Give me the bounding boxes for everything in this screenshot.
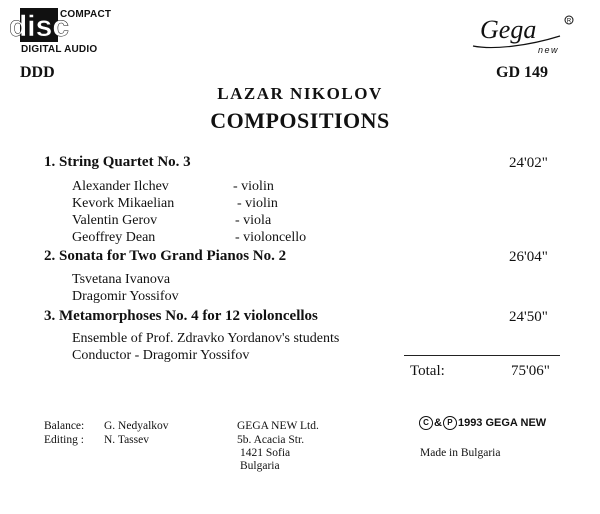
copyright-p-icon: P <box>443 416 457 430</box>
track-3-performer: Ensemble of Prof. Zdravko Yordanov's students <box>72 331 340 346</box>
copyright-notice <box>419 416 546 430</box>
address-line: GEGA NEW Ltd. <box>237 420 319 432</box>
address-line: 1421 Sofia <box>240 447 291 459</box>
track-1-role: - viola <box>235 213 272 228</box>
balance-name: G. Nedyalkov <box>104 420 169 432</box>
balance-label: Balance: <box>44 420 85 432</box>
track-2-duration: 26'04" <box>509 249 548 265</box>
ddd-code: DDD <box>20 64 55 81</box>
album-title: COMPOSITIONS <box>210 108 390 133</box>
cd-logo-digital-audio: DIGITAL AUDIO <box>21 44 98 55</box>
track-2-performer: Dragomir Yossifov <box>72 289 179 304</box>
made-in: Made in Bulgaria <box>420 447 501 459</box>
track-2-title: 2. Sonata for Two Grand Pianos No. 2 <box>44 248 287 264</box>
track-1-role: - violin <box>237 196 278 211</box>
track-1-title: 1. String Quartet No. 3 <box>44 154 191 170</box>
catalog-number: GD 149 <box>496 64 548 81</box>
track-3-title: 3. Metamorphoses No. 4 for 12 violoncellos <box>44 308 318 324</box>
total-divider <box>404 355 560 356</box>
total-label: Total: <box>410 363 445 379</box>
track-1-role: - violin <box>233 179 274 194</box>
editing-label: Editing : <box>44 434 84 446</box>
copyright-ampersand: & <box>434 417 442 429</box>
gega-new-logo <box>468 6 578 56</box>
address-line: Bulgaria <box>240 460 280 472</box>
track-3-performer: Conductor - Dragomir Yossifov <box>72 348 250 363</box>
track-1-performer: Kevork Mikaelian <box>72 196 175 211</box>
editing-name: N. Tassev <box>104 434 149 446</box>
svg-text:disc: disc <box>8 10 70 43</box>
svg-text:new: new <box>538 45 560 55</box>
total-duration: 75'06" <box>511 363 550 379</box>
copyright-c-icon: C <box>419 416 433 430</box>
track-1-role: - violoncello <box>235 230 307 245</box>
track-1-performer: Valentin Gerov <box>72 213 158 228</box>
track-1-duration: 24'02" <box>509 155 548 171</box>
track-2-performer: Tsvetana Ivanova <box>72 272 171 287</box>
svg-text:R: R <box>566 18 572 25</box>
address-line: 5b. Acacia Str. <box>237 434 305 446</box>
copyright-text: 1993 GEGA NEW <box>457 417 547 429</box>
composer-name: LAZAR NIKOLOV <box>217 84 383 103</box>
track-1-performer: Alexander Ilchev <box>72 179 169 194</box>
track-1-performer: Geoffrey Dean <box>72 230 156 245</box>
track-3-duration: 24'50" <box>509 309 548 325</box>
svg-text:Gega: Gega <box>480 15 537 44</box>
cd-logo-compact: COMPACT <box>60 9 112 20</box>
